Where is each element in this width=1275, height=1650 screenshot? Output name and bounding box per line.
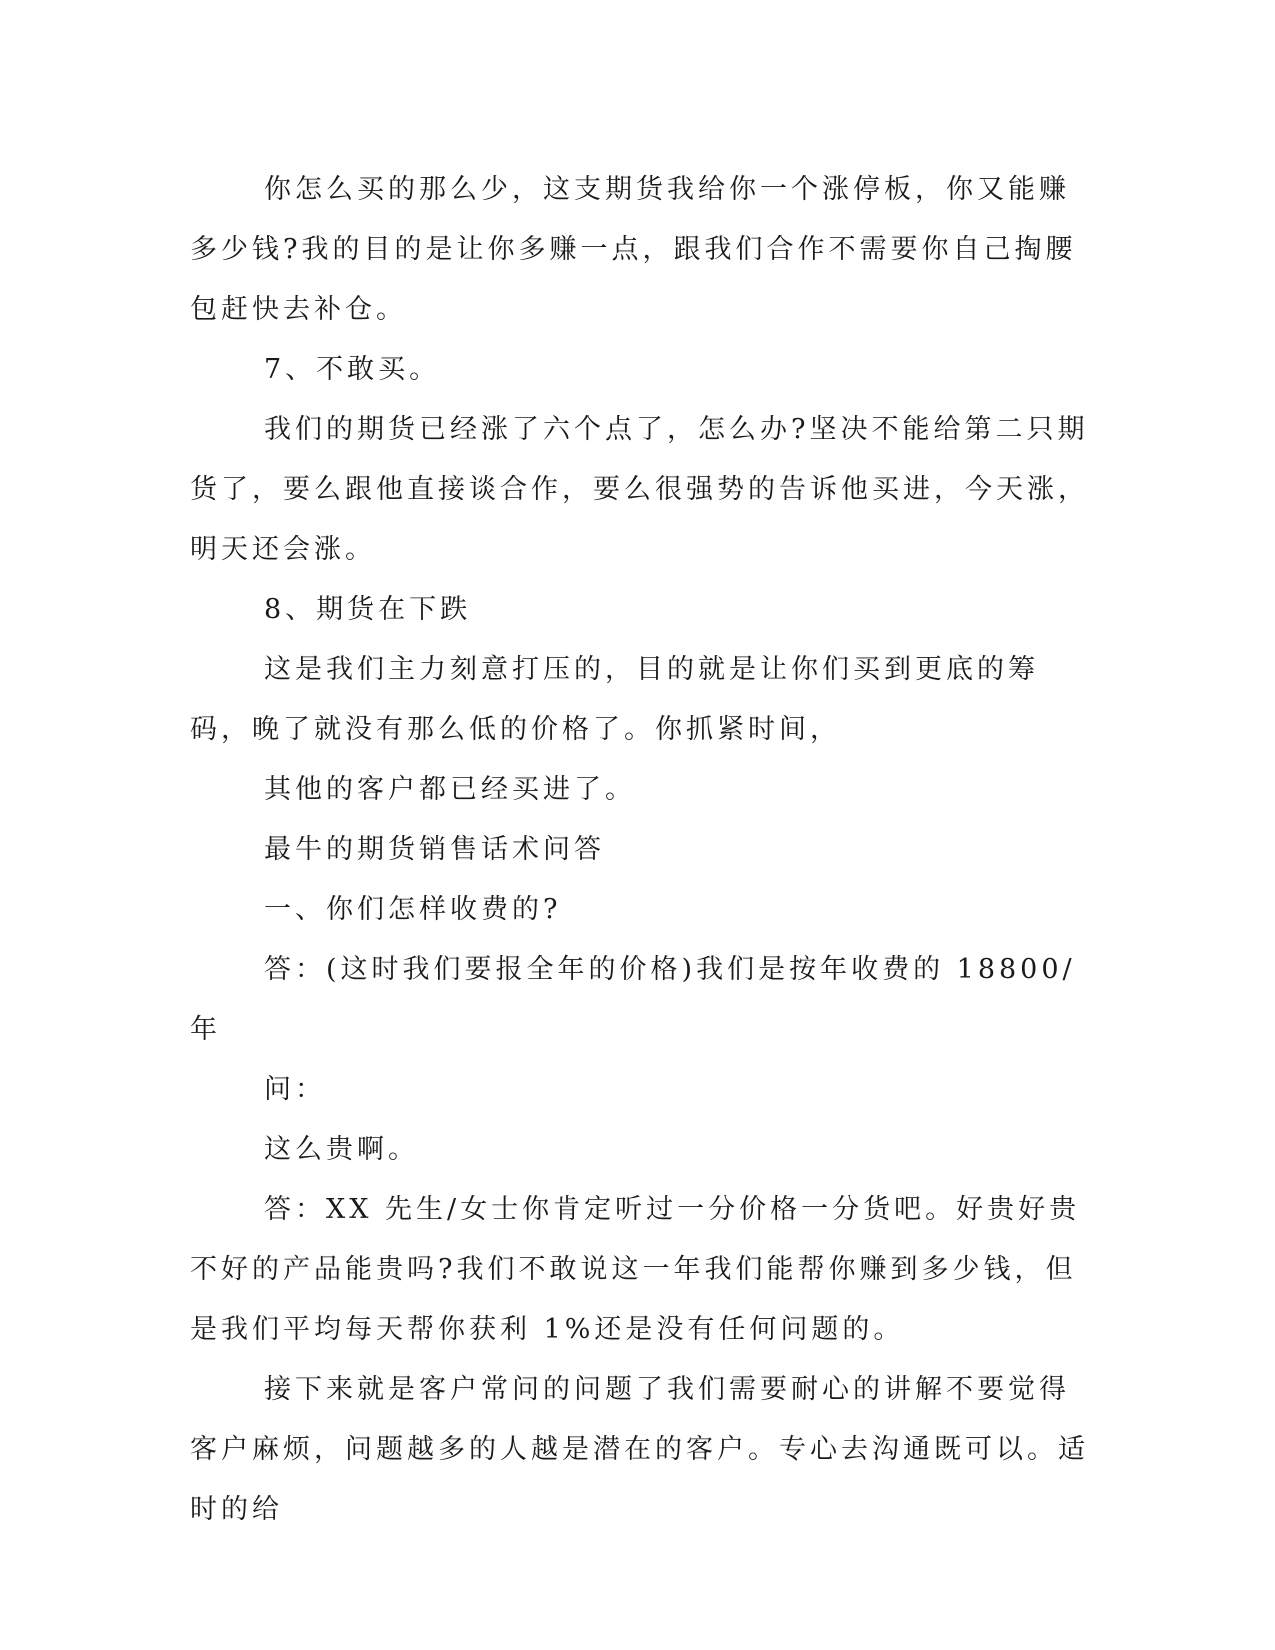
section-title: 最牛的期货销售话术问答 <box>264 834 605 865</box>
question-text: 这么贵啊。 <box>264 1134 419 1165</box>
question-heading: 一、你们怎样收费的? <box>264 894 562 925</box>
question-label: 问： <box>264 1074 326 1105</box>
document-body <box>190 160 1090 1540</box>
answer-2: 答：XX 先生/女士你肯定听过一分价格一分货吧。好贵好贵不好的产品能贵吗?我们不敢说这一年我们能帮你赚到多少钱，但是我们平均每天帮你获利 1%还是没有任何问题的。 <box>190 1194 1081 1345</box>
paragraph-1: 你怎么买的那么少，这支期货我给你一个涨停板，你又能赚多少钱?我的目的是让你多赚一点，跟我们合作不需要你自己掏腰包赶快去补仓。 <box>190 174 1077 325</box>
paragraph-6: 其他的客户都已经买进了。 <box>264 774 636 805</box>
paragraph-2: 7、不敢买。 <box>264 354 441 385</box>
answer-1: 答：(这时我们要报全年的价格)我们是按年收费的 18800/年 <box>190 954 1076 1045</box>
paragraph-3: 我们的期货已经涨了六个点了，怎么办?坚决不能给第二只期货了，要么跟他直接谈合作，要么很强势的告诉他买进，今天涨，明天还会涨。 <box>190 414 1089 565</box>
paragraph-5: 这是我们主力刻意打压的，目的就是让你们买到更底的筹码，晚了就没有那么低的价格了。你抓紧时间， <box>190 654 1039 745</box>
paragraph-final: 接下来就是客户常问的问题了我们需要耐心的讲解不要觉得客户麻烦，问题越多的人越是潜在的客户。专心去沟通既可以。适时的给 <box>190 1374 1089 1525</box>
paragraph-4: 8、期货在下跌 <box>264 594 472 625</box>
